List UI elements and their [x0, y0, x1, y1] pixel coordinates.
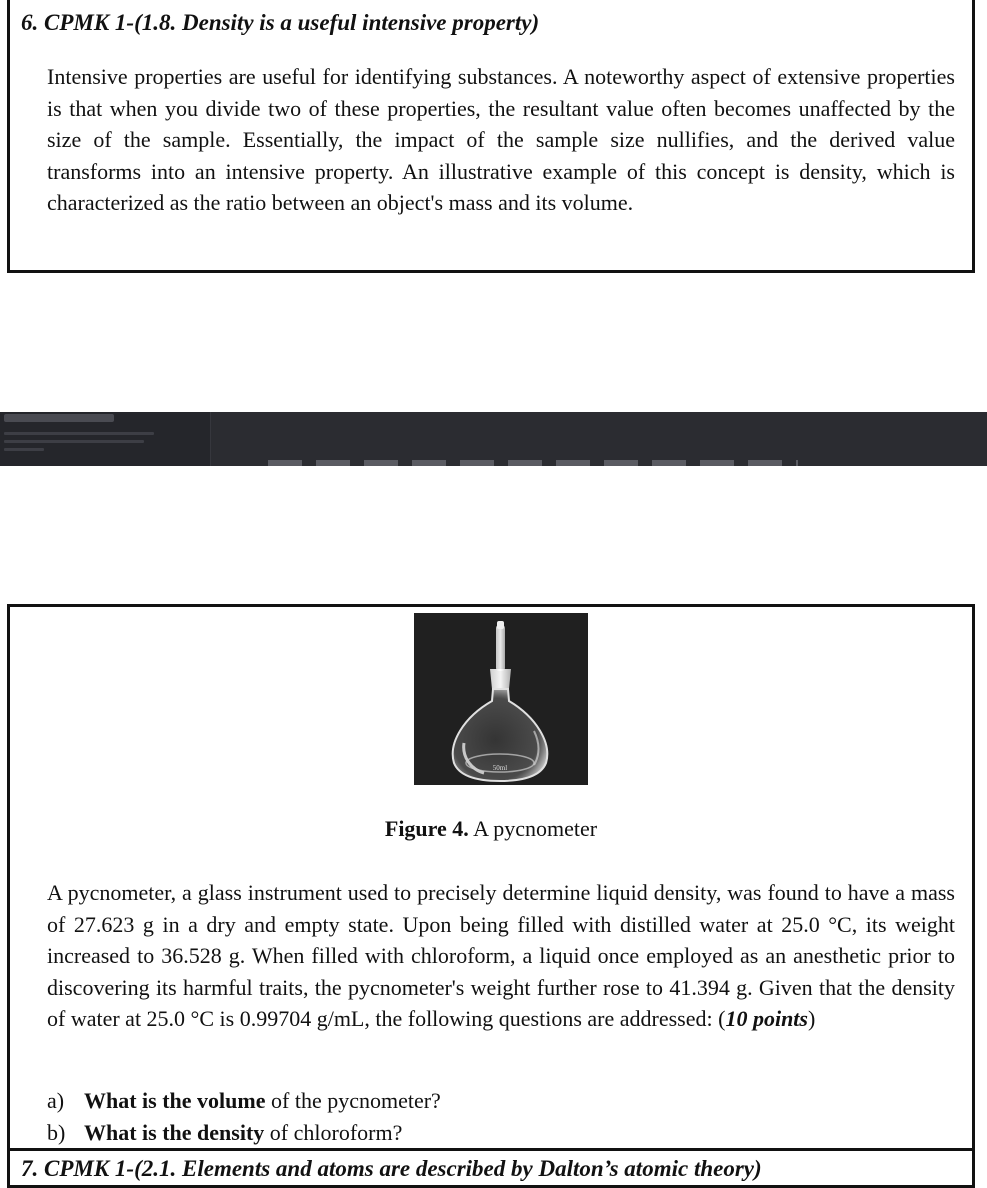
section-6-box	[7, 0, 975, 273]
question-a	[47, 1085, 441, 1117]
pycnometer-image	[414, 613, 588, 785]
points-close: )	[807, 1006, 816, 1032]
question-keyword: What is the volume	[84, 1088, 266, 1113]
section-7-title: 7. CPMK 1-(2.1. Elements and atoms are described by Dalton’s atomic theory)	[21, 1156, 762, 1181]
dark-overlay-band	[0, 412, 987, 466]
question-b	[47, 1117, 441, 1149]
section-7-box	[7, 1148, 975, 1188]
band-thumbnail-line	[4, 448, 44, 451]
question-keyword: What is the density	[84, 1119, 265, 1145]
question-list	[47, 1085, 441, 1148]
band-thumbnail-line	[4, 432, 154, 435]
figure-4-caption	[10, 816, 972, 842]
section-6-title: 6. CPMK 1-(1.8. Density is a useful intensive property)	[21, 10, 540, 35]
problem-text: A pycnometer, a glass instrument used to precisely determine liquid density, was found to have a mass of 27.623 g in a dry and empty state. Upon being filled with distilled water at 25.0 °C, its weight increased to 36.528 g. When filled with chloroform, a liquid once employed as an anesthetic prior to discovering its harmful traits, the pycnometer's weight further rose to 41.394 g. Given that the density of water at 25.0 °C is 0.99704 g/mL, the following questions are addressed:	[47, 880, 955, 1032]
band-thumbnail	[0, 412, 211, 466]
pycnometer-icon	[414, 613, 588, 785]
band-thumbnail-line	[4, 440, 144, 443]
flask-marking-text: 50ml	[492, 764, 508, 772]
points-open: (	[718, 1006, 726, 1032]
figure-4-box	[7, 604, 975, 1150]
band-thumbnail-title	[4, 414, 114, 422]
question-letter: b)	[47, 1119, 66, 1145]
band-cut-off-heading	[268, 460, 798, 466]
section-6-intro-paragraph: Intensive properties are useful for identifying substances. A noteworthy aspect of extensive properties is that when you divide two of these properties, the resultant value often becomes unaffected by the size of the sample. Essentially, the impact of the sample size nullifies, and the derived value transforms into an intensive property. An illustrative example of this concept is density, which is characterized as the ratio between an object's mass and its volume.	[47, 64, 955, 216]
figure-caption-text: A pycnometer	[468, 816, 598, 841]
problem-statement	[47, 877, 955, 1035]
question-rest: of the pycnometer?	[265, 1088, 441, 1113]
points-value: 10 points	[725, 1006, 808, 1032]
figure-caption-label: Figure 4.	[384, 816, 469, 841]
question-rest: of chloroform?	[264, 1119, 403, 1145]
question-letter: a)	[47, 1088, 65, 1113]
